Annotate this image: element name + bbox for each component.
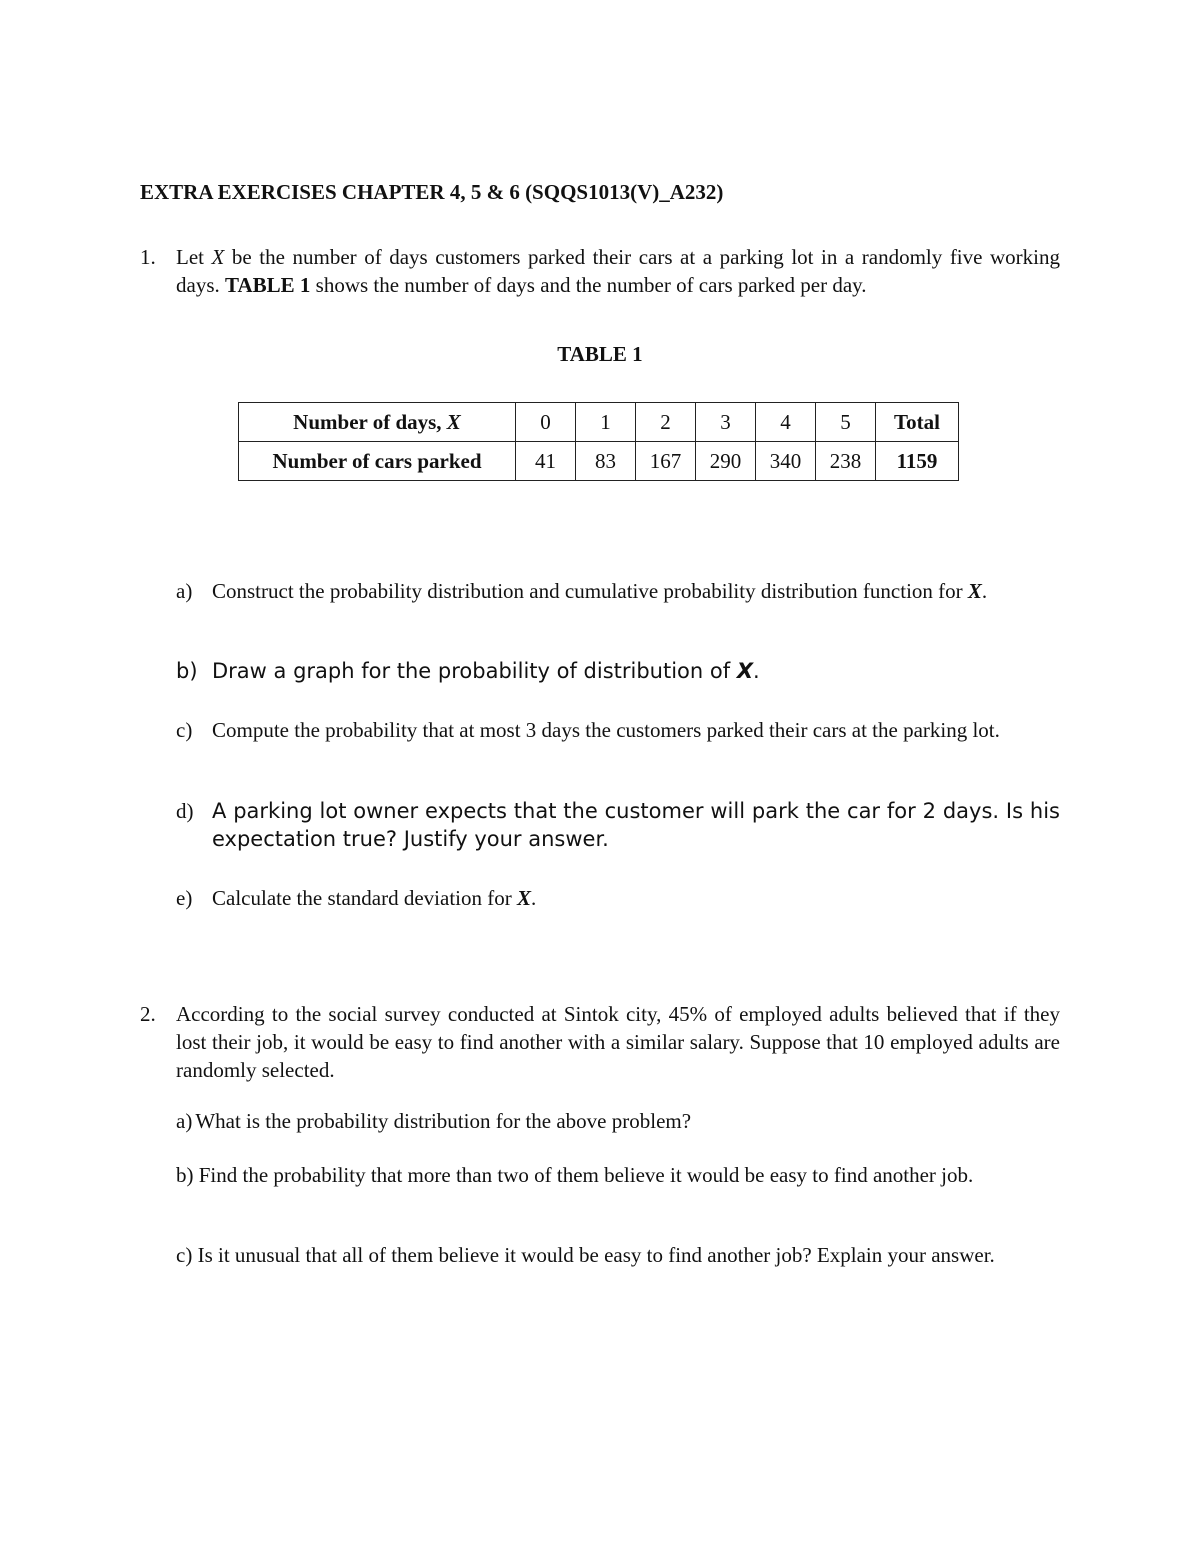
q1-intro-bold: TABLE 1 xyxy=(225,273,311,297)
q2-part-c-text: Is it unusual that all of them believe it would be easy to find another job? Explain your answer. xyxy=(197,1243,995,1267)
question-2-number: 2. xyxy=(140,1002,156,1026)
q1-part-d-label: d) xyxy=(176,799,194,823)
table-header-cars: Number of cars parked xyxy=(239,442,516,481)
q1-b-var: X xyxy=(736,659,754,683)
table-cell-cars: 340 xyxy=(756,442,816,481)
table-cell-day: 4 xyxy=(756,403,816,442)
q1-part-e xyxy=(176,884,1060,912)
days-label: Number of days, xyxy=(293,410,447,434)
q2-part-b-label: b) xyxy=(176,1163,194,1187)
q1-part-a xyxy=(176,577,1060,605)
table-header-days xyxy=(239,403,516,442)
q1-var-x: X xyxy=(211,245,225,269)
q2-part-b xyxy=(176,1161,1036,1189)
q1-part-b-text xyxy=(212,657,1060,685)
q1-part-a-text xyxy=(212,577,1060,605)
q1-a-end: . xyxy=(981,579,988,603)
q1-part-d xyxy=(176,797,1060,853)
q1-part-a-label: a) xyxy=(176,579,193,603)
q2-part-a xyxy=(176,1107,1060,1135)
q1-b-body: Draw a graph for the probability of distribution of xyxy=(212,659,737,683)
table-cell-day: 5 xyxy=(816,403,876,442)
table-cell-total: 1159 xyxy=(876,442,959,481)
table-header-total: Total xyxy=(876,403,959,442)
table-row-days xyxy=(239,403,959,442)
q1-part-d-text: A parking lot owner expects that the customer will park the car for 2 days. Is his expectation true? Justify your answer. xyxy=(212,799,1060,851)
q1-intro-b: be the number of days customers parked their cars at a parking lot in a randomly five working days. xyxy=(176,245,1061,297)
table-cell-cars: 83 xyxy=(576,442,636,481)
question-2-intro: According to the social survey conducted at Sintok city, 45% of employed adults believed that if they lost their job, it would be easy to find another with a similar salary. Suppose that 10 employed adults are randomly selected. xyxy=(176,1002,1060,1082)
page-title: EXTRA EXERCISES CHAPTER 4, 5 & 6 (SQQS1013(V)_A232) xyxy=(140,180,724,204)
q1-part-c-label: c) xyxy=(176,718,193,742)
question-1-intro xyxy=(176,243,1060,299)
table-cell-cars: 41 xyxy=(516,442,576,481)
table-cell-day: 3 xyxy=(696,403,756,442)
q2-part-b-text: Find the probability that more than two of them believe it would be easy to find another job. xyxy=(198,1163,974,1187)
table-cell-cars: 167 xyxy=(636,442,696,481)
table-row-cars xyxy=(239,442,959,481)
days-var: X xyxy=(446,410,461,434)
q1-part-b xyxy=(176,657,1060,685)
table-1-caption: TABLE 1 xyxy=(557,342,643,366)
q1-part-c-text: Compute the probability that at most 3 days the customers parked their cars at the parking lot. xyxy=(212,718,1000,742)
table-cell-cars: 238 xyxy=(816,442,876,481)
q1-e-end: . xyxy=(531,886,537,910)
table-1 xyxy=(238,402,959,481)
table-cell-day: 0 xyxy=(516,403,576,442)
table-cell-cars: 290 xyxy=(696,442,756,481)
q1-e-body: Calculate the standard deviation for xyxy=(212,886,517,910)
q2-part-a-label: a) xyxy=(176,1109,193,1133)
question-1-number: 1. xyxy=(140,245,156,269)
table-cell-day: 1 xyxy=(576,403,636,442)
q1-part-b-label: b) xyxy=(176,659,198,683)
q1-part-e-label: e) xyxy=(176,886,193,910)
q2-part-c xyxy=(176,1241,1036,1269)
q1-intro-a: Let xyxy=(176,245,212,269)
q1-b-end: . xyxy=(753,659,760,683)
q1-part-e-text xyxy=(212,884,1060,912)
q1-a-var: X xyxy=(967,579,982,603)
q1-intro-c: shows the number of days and the number of cars parked per day. xyxy=(310,273,867,297)
q2-part-a-text: What is the probability distribution for the above problem? xyxy=(195,1109,692,1133)
q1-e-var: X xyxy=(516,886,531,910)
q1-a-body: Construct the probability distribution and cumulative probability distribution function for xyxy=(212,579,968,603)
q1-part-c xyxy=(176,716,1060,744)
q2-part-c-label: c) xyxy=(176,1243,193,1267)
table-cell-day: 2 xyxy=(636,403,696,442)
